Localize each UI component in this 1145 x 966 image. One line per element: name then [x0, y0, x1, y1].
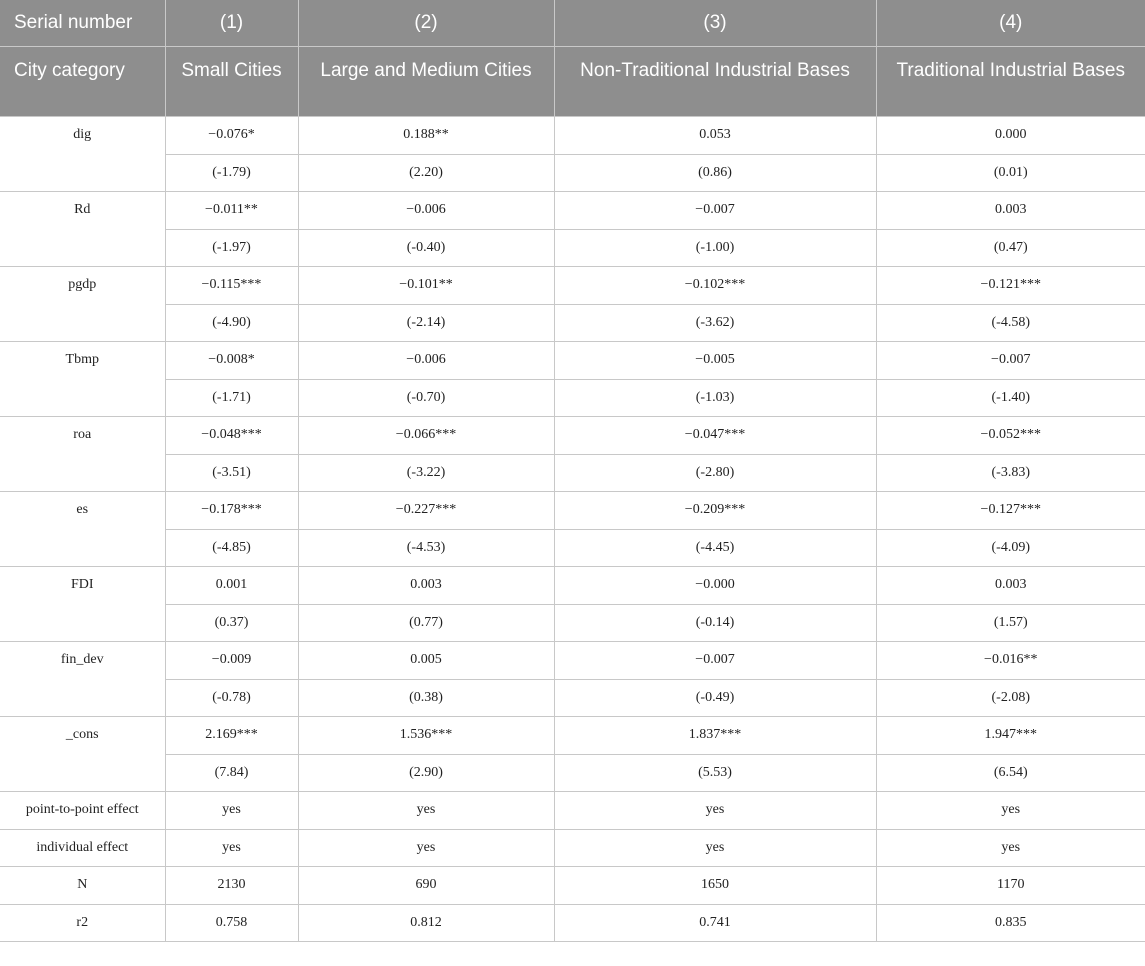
coefficient-cell: −0.006 [298, 342, 554, 380]
row-label: r2 [0, 904, 165, 942]
coefficient-cell: 0.003 [298, 567, 554, 605]
value-cell: yes [876, 792, 1145, 830]
t-stat-cell: (-1.79) [165, 154, 298, 192]
coefficient-cell: −0.121*** [876, 267, 1145, 305]
coefficient-cell: 2.169*** [165, 717, 298, 755]
coefficient-cell: −0.007 [554, 192, 876, 230]
variable-name: dig [0, 117, 165, 192]
t-stat-cell: (0.37) [165, 604, 298, 642]
t-stat-cell: (-2.14) [298, 304, 554, 342]
table-row [0, 492, 1145, 530]
t-stat-cell: (-1.40) [876, 379, 1145, 417]
header-cell: (1) [165, 0, 298, 47]
t-stat-cell: (2.20) [298, 154, 554, 192]
t-stat-cell: (0.38) [298, 679, 554, 717]
table-row [0, 567, 1145, 605]
variable-name: FDI [0, 567, 165, 642]
variable-name: Tbmp [0, 342, 165, 417]
t-stat-cell: (-0.14) [554, 604, 876, 642]
header-row-serial [0, 0, 1145, 47]
coefficient-cell: −0.102*** [554, 267, 876, 305]
value-cell: yes [876, 829, 1145, 867]
header-cell: (4) [876, 0, 1145, 47]
table-row [0, 342, 1145, 380]
t-stat-cell: (-4.45) [554, 529, 876, 567]
header-cell: Serial number [0, 0, 165, 47]
variable-name: roa [0, 417, 165, 492]
t-stat-cell: (-2.08) [876, 679, 1145, 717]
value-cell: 690 [298, 867, 554, 905]
table-row [0, 754, 1145, 792]
coefficient-cell: 0.000 [876, 117, 1145, 155]
t-stat-cell: (1.57) [876, 604, 1145, 642]
table-row [0, 379, 1145, 417]
table-row [0, 154, 1145, 192]
t-stat-cell: (-1.00) [554, 229, 876, 267]
coefficient-cell: 0.188** [298, 117, 554, 155]
coefficient-cell: −0.115*** [165, 267, 298, 305]
coefficient-cell: 0.005 [298, 642, 554, 680]
t-stat-cell: (0.86) [554, 154, 876, 192]
variable-name: es [0, 492, 165, 567]
table-row [0, 454, 1145, 492]
coefficient-cell: 1.837*** [554, 717, 876, 755]
row-label: individual effect [0, 829, 165, 867]
coefficient-cell: 0.003 [876, 192, 1145, 230]
coefficient-cell: −0.016** [876, 642, 1145, 680]
table-row [0, 717, 1145, 755]
header-cell: (3) [554, 0, 876, 47]
table-row [0, 417, 1145, 455]
coefficient-cell: −0.009 [165, 642, 298, 680]
coefficient-cell: −0.047*** [554, 417, 876, 455]
coefficient-cell: −0.076* [165, 117, 298, 155]
value-cell: yes [554, 829, 876, 867]
table-row [0, 679, 1145, 717]
value-cell: yes [298, 792, 554, 830]
table-row [0, 117, 1145, 155]
coefficient-cell: 1.947*** [876, 717, 1145, 755]
variable-name: fin_dev [0, 642, 165, 717]
t-stat-cell: (-4.09) [876, 529, 1145, 567]
t-stat-cell: (-2.80) [554, 454, 876, 492]
coefficient-cell: −0.227*** [298, 492, 554, 530]
table-row [0, 904, 1145, 942]
header-cell: Large and Medium Cities [298, 47, 554, 117]
t-stat-cell: (-3.51) [165, 454, 298, 492]
table-header [0, 0, 1145, 117]
table-row [0, 267, 1145, 305]
t-stat-cell: (2.90) [298, 754, 554, 792]
table-row [0, 867, 1145, 905]
value-cell: 1170 [876, 867, 1145, 905]
t-stat-cell: (-4.53) [298, 529, 554, 567]
variable-name: pgdp [0, 267, 165, 342]
variable-name: Rd [0, 192, 165, 267]
t-stat-cell: (-4.58) [876, 304, 1145, 342]
t-stat-cell: (-1.03) [554, 379, 876, 417]
table-row [0, 529, 1145, 567]
value-cell: yes [554, 792, 876, 830]
coefficient-cell: −0.127*** [876, 492, 1145, 530]
coefficient-cell: −0.209*** [554, 492, 876, 530]
t-stat-cell: (-0.49) [554, 679, 876, 717]
value-cell: yes [298, 829, 554, 867]
coefficient-cell: 1.536*** [298, 717, 554, 755]
value-cell: 0.758 [165, 904, 298, 942]
coefficient-cell: −0.066*** [298, 417, 554, 455]
header-cell: Small Cities [165, 47, 298, 117]
t-stat-cell: (7.84) [165, 754, 298, 792]
coefficient-cell: −0.007 [876, 342, 1145, 380]
t-stat-cell: (-3.22) [298, 454, 554, 492]
t-stat-cell: (5.53) [554, 754, 876, 792]
value-cell: 0.812 [298, 904, 554, 942]
t-stat-cell: (-1.71) [165, 379, 298, 417]
table-row [0, 604, 1145, 642]
header-row-category [0, 47, 1145, 117]
coefficient-cell: 0.053 [554, 117, 876, 155]
t-stat-cell: (-4.90) [165, 304, 298, 342]
table-row [0, 192, 1145, 230]
table-row [0, 304, 1145, 342]
t-stat-cell: (-0.70) [298, 379, 554, 417]
header-cell: (2) [298, 0, 554, 47]
table-row [0, 829, 1145, 867]
table-row [0, 792, 1145, 830]
table-row [0, 229, 1145, 267]
coefficient-cell: −0.011** [165, 192, 298, 230]
t-stat-cell: (-3.62) [554, 304, 876, 342]
coefficient-cell: −0.005 [554, 342, 876, 380]
t-stat-cell: (-4.85) [165, 529, 298, 567]
coefficient-cell: −0.101** [298, 267, 554, 305]
t-stat-cell: (0.01) [876, 154, 1145, 192]
value-cell: 1650 [554, 867, 876, 905]
t-stat-cell: (6.54) [876, 754, 1145, 792]
header-cell: Traditional Industrial Bases [876, 47, 1145, 117]
table-body [0, 117, 1145, 942]
table-row [0, 642, 1145, 680]
coefficient-cell: −0.000 [554, 567, 876, 605]
variable-name: _cons [0, 717, 165, 792]
value-cell: 0.835 [876, 904, 1145, 942]
coefficient-cell: −0.007 [554, 642, 876, 680]
value-cell: 0.741 [554, 904, 876, 942]
t-stat-cell: (-0.78) [165, 679, 298, 717]
t-stat-cell: (-0.40) [298, 229, 554, 267]
t-stat-cell: (0.47) [876, 229, 1145, 267]
row-label: point-to-point effect [0, 792, 165, 830]
row-label: N [0, 867, 165, 905]
value-cell: 2130 [165, 867, 298, 905]
coefficient-cell: −0.052*** [876, 417, 1145, 455]
coefficient-cell: −0.008* [165, 342, 298, 380]
header-cell: City category [0, 47, 165, 117]
header-cell: Non-Traditional Industrial Bases [554, 47, 876, 117]
coefficient-cell: 0.001 [165, 567, 298, 605]
value-cell: yes [165, 792, 298, 830]
coefficient-cell: −0.048*** [165, 417, 298, 455]
coefficient-cell: −0.006 [298, 192, 554, 230]
coefficient-cell: −0.178*** [165, 492, 298, 530]
t-stat-cell: (-3.83) [876, 454, 1145, 492]
t-stat-cell: (-1.97) [165, 229, 298, 267]
value-cell: yes [165, 829, 298, 867]
t-stat-cell: (0.77) [298, 604, 554, 642]
coefficient-cell: 0.003 [876, 567, 1145, 605]
